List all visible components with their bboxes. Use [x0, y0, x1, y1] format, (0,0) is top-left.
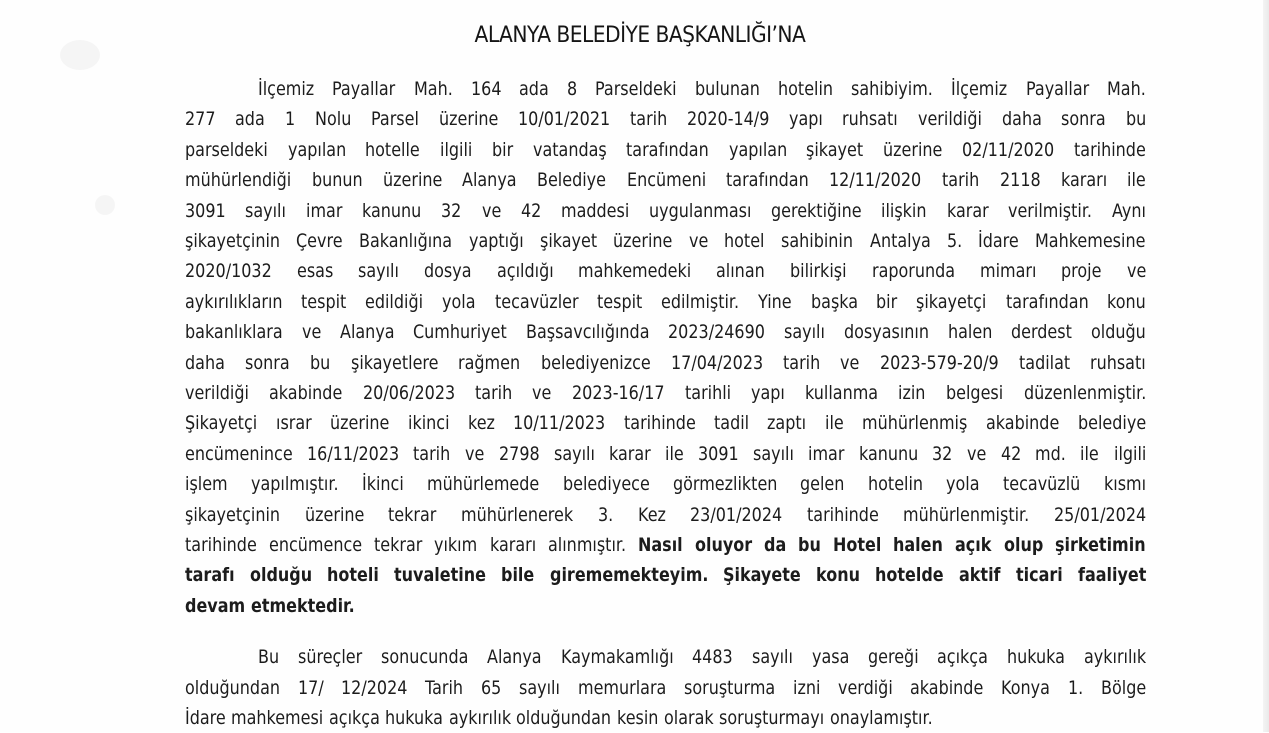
word: Cumhuriyet — [413, 322, 508, 344]
word: 2020-14/9 — [686, 109, 770, 131]
word: Alanya — [487, 647, 542, 668]
word: Kez — [637, 504, 666, 526]
word: ikinci — [407, 413, 450, 435]
word: daha — [185, 352, 225, 374]
word: belediye — [1077, 413, 1146, 435]
word: Nolu — [314, 109, 352, 131]
text-line — [185, 137, 1146, 165]
word: dosya — [423, 261, 472, 283]
word: 2020/1032 — [185, 261, 272, 283]
word: hukuka — [1007, 647, 1065, 668]
word: ve — [840, 352, 860, 374]
word: kanunu — [858, 443, 919, 465]
word: mimarı — [979, 261, 1037, 283]
word: 2118 — [999, 170, 1041, 192]
word: sayılı — [784, 322, 826, 344]
word: akabinde — [910, 678, 984, 699]
word: vatandaş — [532, 139, 607, 161]
bold-word: Hotel — [833, 535, 882, 556]
word: Alanya — [462, 170, 517, 192]
word: bir — [491, 139, 514, 161]
text-line — [185, 106, 1146, 134]
word: yapılmıştır. — [250, 474, 339, 496]
word: Mahkemesine — [1035, 231, 1146, 252]
bold-word: girememekteyim. — [549, 565, 708, 587]
scan-smudge — [95, 195, 115, 215]
word: ruhsatı — [1090, 352, 1146, 374]
word: 2023/24690 — [668, 322, 766, 344]
word: Alanya — [339, 322, 395, 344]
word: 65 — [481, 678, 502, 699]
word: konu — [1107, 291, 1146, 313]
word: 42 — [1000, 443, 1022, 465]
word: Konya — [1001, 678, 1051, 699]
word: 12/11/2020 — [829, 170, 922, 192]
bold-word: devam — [185, 595, 246, 617]
word: tadilat — [1018, 352, 1070, 374]
bold-word: tarafı — [185, 565, 235, 587]
word: üzerine — [883, 139, 943, 161]
word: uygulanması — [648, 200, 752, 222]
word: alınmıştır. — [547, 535, 626, 556]
word: ada — [519, 79, 550, 100]
word: sonra — [245, 352, 290, 374]
word: tarihinde — [1074, 139, 1146, 161]
word: açıldığı — [496, 261, 554, 283]
word: karar — [608, 443, 651, 465]
bold-word: bile — [501, 565, 535, 587]
word: Aynı — [1111, 200, 1146, 222]
word: 1 — [284, 109, 296, 131]
word: görmezlikten — [672, 474, 778, 496]
word: ilgili — [439, 139, 473, 161]
word: 1. — [1067, 678, 1084, 699]
bold-word: konu — [816, 565, 860, 587]
text-line — [185, 502, 1146, 530]
word: ile — [1080, 443, 1100, 465]
word: mahkemedeki — [578, 261, 692, 283]
word: yola — [442, 291, 476, 313]
word: ve — [967, 443, 987, 465]
word: yaptığı — [468, 231, 524, 252]
word: edildiği — [365, 291, 424, 313]
word: tarih — [782, 352, 821, 374]
word: ile — [664, 443, 684, 465]
word: Şikayetçi — [185, 413, 258, 435]
text-line — [185, 228, 1146, 256]
word: aykırılıkların — [185, 291, 283, 313]
word: raporunda — [871, 261, 955, 283]
word: olarak — [663, 708, 714, 729]
word: Parseldeki — [595, 79, 678, 100]
word: izin — [898, 383, 926, 404]
word: tarafından — [626, 139, 709, 161]
word: 2023-579-20/9 — [879, 352, 999, 374]
word: 8 — [567, 79, 578, 100]
word: daha — [1001, 109, 1042, 131]
word: bu — [309, 352, 331, 374]
word: Tarih — [425, 678, 464, 699]
text-line — [185, 410, 1146, 438]
word: hukuka — [385, 708, 444, 729]
word: sayılı — [751, 647, 793, 668]
word: ile — [825, 413, 844, 435]
word: şikayetçinin — [185, 504, 281, 526]
word: bulunan — [695, 79, 761, 100]
word: İlçemiz — [951, 79, 1008, 100]
text-line — [185, 562, 1146, 590]
word: md. — [1035, 443, 1067, 465]
word: onaylamıştır. — [829, 708, 933, 729]
word: memurlara — [577, 678, 667, 699]
word: 2798 — [498, 443, 540, 465]
word: yıkım — [434, 535, 478, 556]
text-line — [258, 76, 1146, 104]
bold-word: olup — [1003, 535, 1044, 556]
bold-word: bu — [798, 535, 822, 556]
word: ilgili — [1113, 443, 1146, 465]
word: encümence — [268, 535, 362, 556]
word: tarihli — [684, 383, 731, 404]
word: halen — [948, 322, 993, 344]
word: rağmen — [458, 352, 521, 374]
word: kesin — [616, 708, 659, 729]
word: mühürlendiği — [185, 170, 292, 192]
word: kanunu — [362, 200, 422, 222]
word: sayılı — [752, 443, 794, 465]
word: 32 — [932, 443, 953, 465]
word: tarihinde — [806, 504, 879, 526]
word: bu — [1125, 109, 1147, 131]
word: olduğundan — [516, 708, 612, 729]
word: proje — [1061, 261, 1102, 283]
word: 4483 — [692, 647, 733, 668]
bold-word: Nasıl — [637, 535, 683, 556]
word: kullanma — [805, 383, 879, 404]
word: 20/06/2023 — [362, 383, 455, 404]
word: gerektiğine — [771, 200, 862, 222]
word: mühürlenerek — [461, 504, 574, 526]
text-line — [185, 441, 1146, 469]
word: Mah. — [413, 79, 453, 100]
word: Bakanlığına — [359, 231, 453, 252]
text-line — [258, 644, 1146, 672]
word: bunun — [311, 170, 363, 192]
word: İkinci — [361, 474, 404, 496]
word: 3091 — [697, 443, 739, 465]
word: üzerine — [382, 170, 442, 192]
text-line — [185, 258, 1146, 286]
word: verilmiştir. — [1008, 200, 1093, 222]
word: edilmiştir. — [661, 291, 740, 313]
word: kararı — [1060, 170, 1107, 192]
word: 10/11/2023 — [513, 413, 606, 435]
word: bir — [876, 291, 898, 313]
word: gereği — [867, 647, 919, 668]
word: başka — [810, 291, 858, 313]
word: tespit — [301, 291, 347, 313]
word: 17/04/2023 — [670, 352, 763, 374]
word: soruşturma — [683, 678, 775, 699]
text-line — [185, 675, 1146, 703]
text-line — [185, 593, 1146, 621]
word: tekrar — [388, 504, 437, 526]
bold-word: tuvaletine — [394, 565, 486, 587]
word: Çevre — [296, 231, 343, 252]
word: 32 — [441, 200, 462, 222]
word: sonra — [1061, 109, 1106, 131]
word: ada — [235, 109, 266, 131]
word: kez — [467, 413, 495, 435]
word: üzerine — [329, 413, 390, 435]
word: verildiği — [917, 109, 982, 131]
word: imar — [808, 443, 845, 465]
word: soruşturmayı — [719, 708, 825, 729]
word: 02/11/2020 — [962, 139, 1055, 161]
word: işlem — [185, 474, 228, 496]
word: sahibiyim. — [851, 79, 934, 100]
word: Yine — [758, 291, 792, 313]
bold-word: etmektedir. — [250, 595, 355, 617]
word: tekrar — [373, 535, 423, 556]
document-title: ALANYA BELEDİYE BAŞKANLIĞI’NA — [474, 22, 806, 48]
word: şikayetçinin — [185, 231, 281, 252]
text-line — [185, 380, 1146, 408]
bold-word: olduğu — [249, 565, 312, 587]
word: mühürlemede — [426, 474, 540, 496]
word: akabinde — [269, 383, 343, 404]
word: üzerine — [613, 231, 673, 252]
text-line — [185, 198, 1146, 226]
text-line — [185, 471, 1146, 499]
word: hotelin — [778, 79, 834, 100]
word: Kaymakamlığı — [560, 647, 674, 668]
word: tadil — [713, 413, 750, 435]
word: izni — [792, 678, 821, 699]
bold-word: şirketimin — [1055, 535, 1146, 556]
word: Belediye — [537, 170, 607, 192]
word: belediyece — [562, 474, 650, 496]
text-line — [185, 319, 1146, 347]
word: tarihinde — [185, 535, 257, 556]
word: Başsavcılığında — [525, 322, 650, 344]
bold-word: açık — [955, 535, 992, 556]
word: karar — [946, 200, 989, 222]
word: ilişkin — [881, 200, 927, 222]
word: 23/01/2024 — [690, 504, 783, 526]
text-line — [185, 350, 1146, 378]
word: olduğu — [1091, 322, 1146, 344]
word: yapılan — [728, 139, 787, 161]
page-edge-shadow — [1263, 0, 1269, 732]
word: Mah. — [1107, 79, 1146, 100]
word: bakanlıklara — [185, 322, 283, 344]
word: düzenlenmiştir. — [1023, 383, 1146, 404]
word: Parsel — [370, 109, 419, 131]
bold-word: Şikayete — [723, 565, 801, 587]
word: tarihinde — [623, 413, 696, 435]
word: bilirkişi — [790, 261, 847, 283]
bold-word: halen — [893, 535, 944, 556]
bold-word: aktif — [958, 565, 1001, 587]
word: şikayetlere — [350, 352, 438, 374]
word: parseldeki — [185, 139, 268, 161]
word: yasa — [811, 647, 849, 668]
word: ve — [301, 322, 321, 344]
text-line — [185, 167, 1146, 195]
word: Payallar — [1025, 79, 1089, 100]
word: Payallar — [332, 79, 396, 100]
word: mahkemesi — [231, 708, 324, 729]
word: şikayet — [539, 231, 597, 252]
word: ile — [1127, 170, 1146, 192]
word: İdare — [185, 708, 226, 729]
word: belediyenizce — [540, 352, 651, 374]
word: 3. — [597, 504, 614, 526]
bold-word: hotelde — [875, 565, 944, 587]
bold-word: faaliyet — [1077, 565, 1146, 587]
text-line — [185, 532, 1146, 560]
word: encümenince — [185, 443, 293, 465]
word: tecavüzler — [494, 291, 579, 313]
word: ruhsatı — [842, 109, 899, 131]
word: tarih — [413, 443, 451, 465]
text-line — [185, 705, 1146, 733]
word: Bu — [258, 647, 280, 668]
word: sayılı — [519, 678, 561, 699]
word: ve — [532, 383, 552, 404]
word: tarafından — [1005, 291, 1089, 313]
word: derdest — [1011, 322, 1073, 344]
word: sayılı — [358, 261, 399, 283]
word: açıkça — [937, 647, 989, 668]
word: kararı — [489, 535, 536, 556]
word: hotel — [724, 231, 765, 252]
word: yapılan — [287, 139, 346, 161]
word: esas — [296, 261, 334, 283]
word: 17/ — [297, 678, 324, 699]
word: tecavüzlü — [1003, 474, 1081, 496]
word: mühürlenmiş — [862, 413, 968, 435]
word: tarih — [475, 383, 513, 404]
word: 5. — [946, 231, 963, 252]
word: ve — [464, 443, 485, 465]
bold-word: hoteli — [327, 565, 379, 587]
word: yapı — [751, 383, 785, 404]
word: süreçler — [297, 647, 363, 668]
word: yapı — [788, 109, 823, 131]
word: hotelle — [365, 139, 421, 161]
word: sayılı — [245, 200, 287, 222]
word: belgesi — [946, 383, 1004, 404]
word: şikayet — [806, 139, 864, 161]
word: Encümeni — [626, 170, 706, 192]
word: akabinde — [985, 413, 1060, 435]
word: üzerine — [438, 109, 498, 131]
word: kısmı — [1103, 474, 1146, 496]
word: alınan — [716, 261, 766, 283]
word: gelen — [800, 474, 845, 496]
text-line — [185, 289, 1146, 317]
word: İlçemiz — [258, 79, 315, 100]
word: üzerine — [304, 504, 364, 526]
word: sahibinin — [781, 231, 854, 252]
word: aykırılık — [448, 708, 511, 729]
word: sonucunda — [381, 647, 469, 668]
bold-word: oluyor — [694, 535, 752, 556]
word: dosyasının — [844, 322, 930, 344]
word: İdare — [978, 231, 1020, 252]
bold-word: ticari — [1015, 565, 1063, 587]
word: maddesi — [560, 200, 630, 222]
word: şikayetçi — [916, 291, 987, 313]
word: 25/01/2024 — [1053, 504, 1146, 526]
word: 3091 — [185, 200, 226, 222]
word: ve — [688, 231, 709, 252]
word: Antalya — [869, 231, 931, 252]
word: tarih — [629, 109, 667, 131]
word: mühürlenmiştir. — [903, 504, 1030, 526]
word: tarafından — [726, 170, 810, 192]
word: 2023-16/17 — [572, 383, 665, 404]
word: 12/2024 — [341, 678, 408, 699]
word: 42 — [520, 200, 541, 222]
word: 277 — [185, 109, 216, 131]
word: imar — [306, 200, 343, 222]
word: ısrar — [275, 413, 312, 435]
bold-word: da — [763, 535, 787, 556]
word: 164 — [470, 79, 502, 100]
word: ve — [1126, 261, 1146, 283]
word: aykırılık — [1083, 647, 1146, 668]
word: ve — [481, 200, 501, 222]
word: 16/11/2023 — [306, 443, 400, 465]
word: Bölge — [1100, 678, 1147, 699]
word: verdiği — [837, 678, 893, 699]
word: tespit — [597, 291, 643, 313]
word: zaptı — [767, 413, 807, 435]
word: sayılı — [553, 443, 595, 465]
word: olduğundan — [185, 678, 281, 699]
word: verildiği — [185, 383, 249, 404]
word: 10/01/2021 — [517, 109, 610, 131]
word: hotelin — [868, 474, 924, 496]
word: yola — [946, 474, 980, 496]
word: açıkça — [328, 708, 380, 729]
word: tarih — [941, 170, 980, 192]
